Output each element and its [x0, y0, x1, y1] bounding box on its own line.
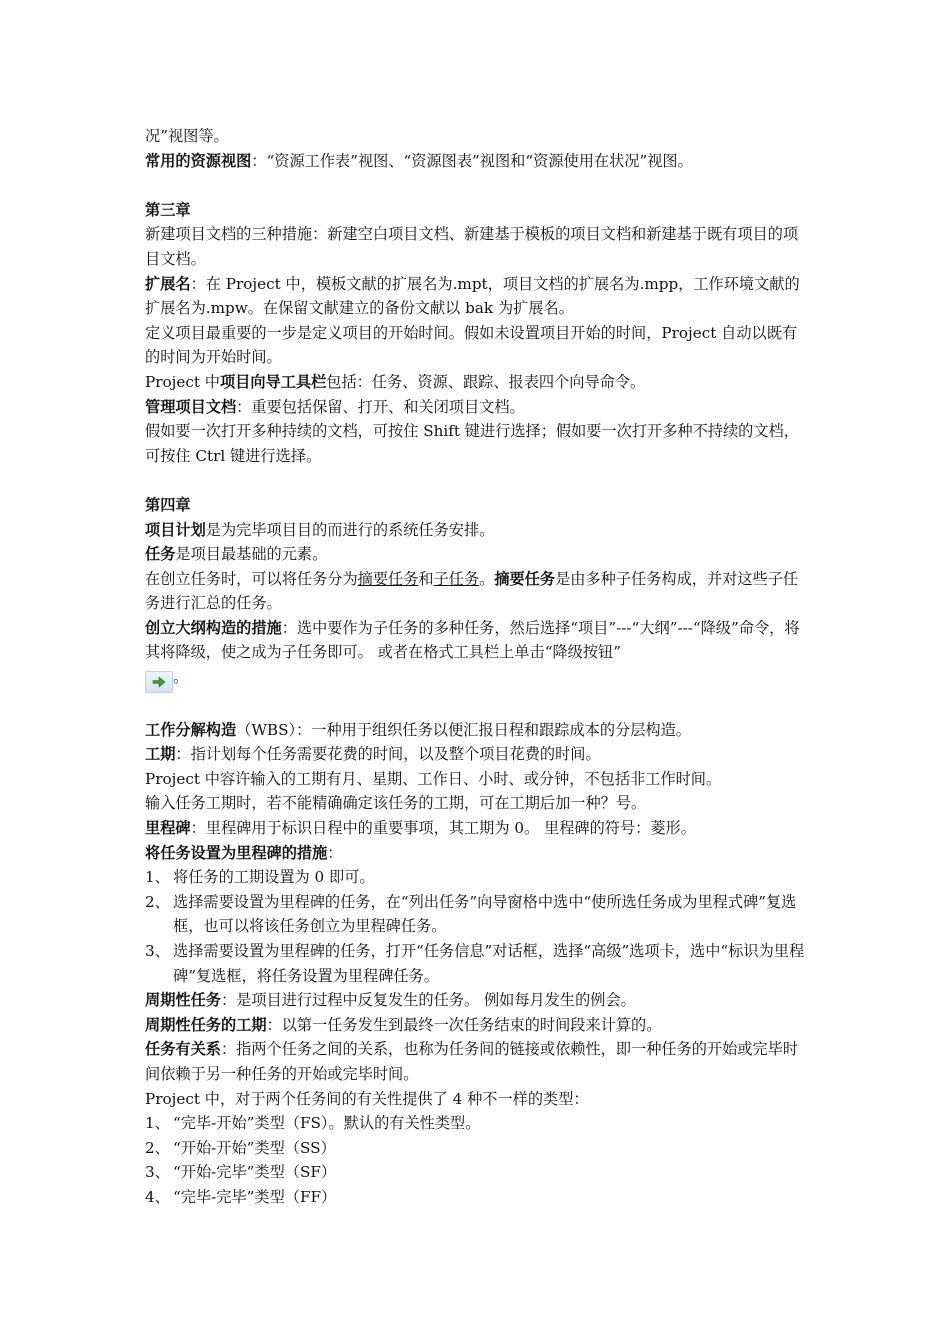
paragraph: Project 中容许输入的工期有月、星期、工作日、小时、或分钟，不包括非工作时间。: [145, 769, 722, 788]
chapter-heading: 第三章: [145, 200, 191, 219]
paragraph: 扩展名：在 Project 中，模板文献的扩展名为.mpt，项目文档的扩展名为.mpp，工作环境文献的扩展名为.mpw。在保留文献建立的备份文献以 bak 为扩展名。: [145, 274, 800, 318]
list-item: 3、 选择需要设置为里程碑的任务，打开“任务信息”对话框，选择“高级”选项卡，选中“标识为里程碑”复选框，将任务设置为里程碑任务。: [145, 942, 805, 985]
paragraph: 周期性任务的工期：以第一任务发生到最终一次任务结束的时间段来计算的。: [145, 1015, 662, 1034]
text: 况”视图等。: [145, 127, 229, 145]
paragraph: [145, 124, 807, 149]
list-item: 3、 “开始-完毕”类型（SF）: [145, 1163, 337, 1182]
term: 任务: [145, 545, 176, 564]
underlined-term: 摘要任务: [357, 569, 419, 588]
paragraph: 周期性任务：是项目进行过程中反复发生的任务。 例如每月发生的例会。: [145, 991, 636, 1010]
term: 项目向导工具栏: [219, 372, 327, 391]
term: 里程碑: [145, 819, 191, 838]
paragraph: Project 中项目向导工具栏包括：任务、资源、跟踪、报表四个向导命令。: [145, 372, 646, 391]
paragraph: 定义项目最重要的一步是定义项目的开始时间。假如未设置项目开始的时间，Project 自动以既有的时间为开始时间。: [145, 323, 798, 367]
demote-arrow-icon: [145, 671, 173, 693]
term: 项目计划: [145, 520, 206, 539]
paragraph: [145, 149, 807, 174]
paragraph: 假如要一次打开多种持续的文档，可按住 Shift 键进行选择；假如要一次打开多种不持续的文档，可按住 Ctrl 键进行选择。: [145, 422, 799, 465]
paragraph: 管理项目文档：重要包括保留、打开、和关闭项目文档。: [145, 397, 525, 416]
paragraph: 在创立任务时，可以将任务分为摘要任务和子任务。摘要任务是由多种子任务构成，并对这些子任务进行汇总的任务。: [145, 569, 799, 613]
paragraph: 任务有关系：指两个任务之间的关系，也称为任务间的链接或依赖性，即一种任务的开始或完毕时间依赖于另一种任务的开始或完毕时间。: [145, 1040, 799, 1083]
term: 摘要任务: [494, 569, 556, 588]
list-item: 1、 将任务的工期设置为 0 即可。: [145, 868, 375, 887]
paragraph: 新建项目文档的三种措施：新建空白项目文档、新建基于模板的项目文档和新建基于既有项目的项目文档。: [145, 225, 799, 268]
list-item: 2、 “开始-开始”类型（SS）: [145, 1138, 336, 1157]
paragraph: 工作分解构造（WBS）：一种用于组织任务以便汇报日程和跟踪成本的分层构造。: [145, 720, 691, 739]
paragraph: 任务是项目最基础的元素。: [145, 545, 328, 564]
document-page: [145, 124, 807, 1210]
paragraph: 创立大纲构造的措施：选中要作为子任务的多种任务，然后选择“项目”---“大纲”---“降级”命令，将其将降级，使之成为子任务即可。 或者在格式工具栏上单击“降级按钮” 。: [145, 616, 807, 693]
term: 工作分解构造: [145, 720, 237, 739]
term: 管理项目文档: [145, 397, 237, 416]
text: ：“资源工作表”视图、“资源图表”视图和“资源使用在状况”视图。: [251, 151, 693, 170]
paragraph: 将任务设置为里程碑的措施：: [145, 843, 343, 862]
term: 工期: [145, 745, 176, 764]
paragraph: 工期：指计划每个任务需要花费的时间，以及整个项目花费的时间。: [145, 745, 601, 764]
term: 周期性任务: [145, 991, 221, 1010]
paragraph: 项目计划是为完毕项目目的而进行的系统任务安排。: [145, 520, 495, 539]
paragraph: 里程碑：里程碑用于标识日程中的重要事项，其工期为 0。 里程碑的符号：菱形。: [145, 819, 696, 838]
list-item: 1、 “完毕-开始”类型（FS）。默认的有关性类型。: [145, 1114, 481, 1133]
list-item: 2、 选择需要设置为里程碑的任务，在“列出任务”向导窗格中选中“使所选任务成为里程式碑”复选框，也可以将该任务创立为里程碑任务。: [145, 892, 797, 936]
underlined-term: 子任务: [433, 569, 480, 588]
term: 常用的资源视图: [145, 151, 252, 170]
paragraph: 输入任务工期时，若不能精确确定该任务的工期，可在工期后加一种？号。: [145, 794, 647, 813]
term: 任务有关系: [145, 1040, 221, 1059]
paragraph: Project 中，对于两个任务间的有关性提供了 4 种不一样的类型：: [145, 1089, 589, 1108]
chapter-heading: 第四章: [145, 495, 191, 514]
term: 创立大纲构造的措施: [145, 618, 282, 637]
term: 将任务设置为里程碑的措施: [145, 843, 328, 862]
list-item: 4、 “完毕-完毕”类型（FF）: [145, 1187, 337, 1206]
term: 周期性任务的工期: [145, 1015, 267, 1034]
term: 扩展名: [145, 274, 191, 293]
